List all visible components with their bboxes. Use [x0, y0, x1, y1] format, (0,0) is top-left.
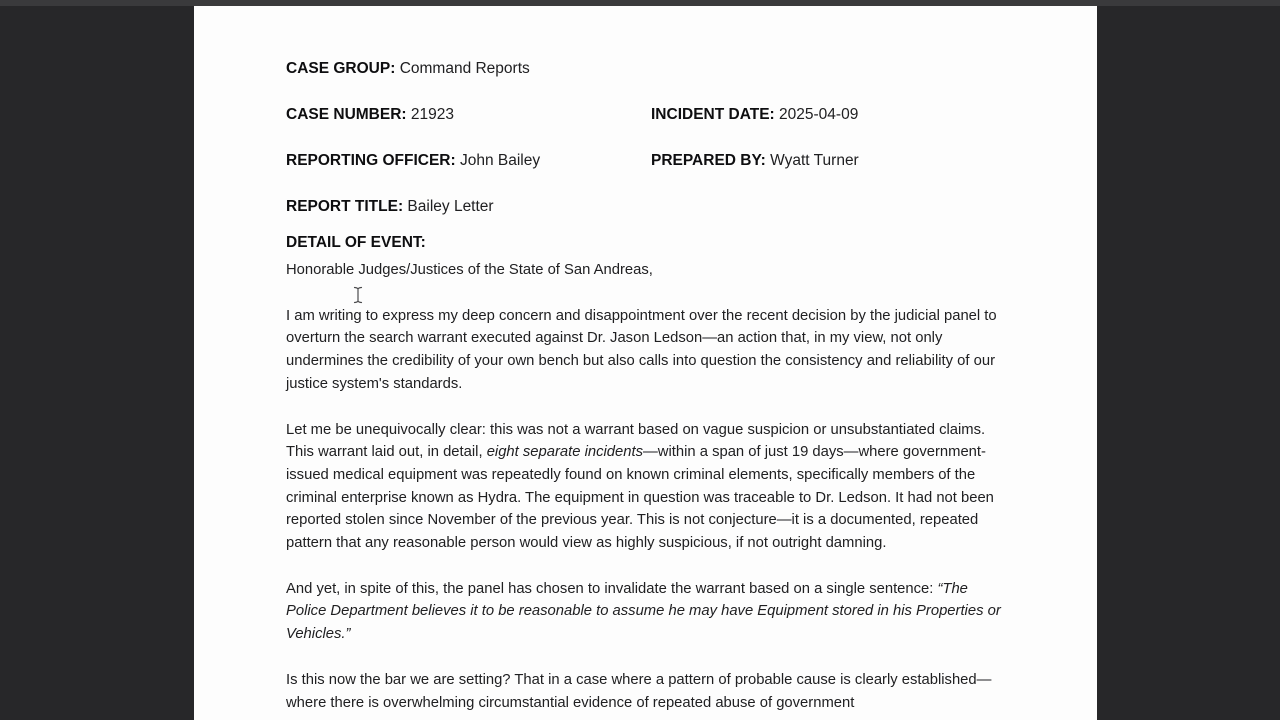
case-group-value: Command Reports [399, 60, 530, 77]
prepared-by-value: Wyatt Turner [770, 152, 859, 169]
report-title-value: Bailey Letter [407, 198, 494, 215]
paragraph-text: Let me be unequivocally clear: this was not a warrant based on vague suspicion or unsubstantiated claims. This warrant laid out, in detail, [286, 421, 986, 461]
field-report-title [286, 197, 1007, 217]
case-number-value: 21923 [410, 106, 454, 123]
letter-paragraph-4 [286, 669, 1007, 714]
prepared-by-label: PREPARED BY: [651, 152, 766, 169]
paragraph-text: Is this now the bar we are setting? That in a case where a pattern of probable cause is clearly established—where there is overwhelming circumstantial evidence of repeated abuse of government [286, 671, 992, 711]
case-number-label: CASE NUMBER: [286, 106, 407, 123]
field-case-number [286, 105, 651, 125]
letter-salutation: Honorable Judges/Justices of the State of San Andreas, [286, 262, 653, 278]
field-case-group [286, 59, 1007, 79]
reporting-officer-label: REPORTING OFFICER: [286, 152, 456, 169]
report-document-page [194, 6, 1097, 720]
incident-date-value: 2025-04-09 [779, 106, 859, 123]
letter-paragraph-3 [286, 578, 1007, 646]
letter-paragraph-1 [286, 305, 1007, 396]
case-group-label: CASE GROUP: [286, 60, 396, 77]
field-incident-date [651, 105, 1007, 125]
field-row-case-number-incident-date [286, 105, 1007, 125]
incident-date-label: INCIDENT DATE: [651, 106, 775, 123]
paragraph-text: And yet, in spite of this, the panel has chosen to invalidate the warrant based on a single sentence: [286, 580, 938, 597]
paragraph-text: I am writing to express my deep concern and disappointment over the recent decision by the judicial panel to overturn the search warrant executed against Dr. Jason Ledson—an action that, in my view, not only undermines the credibility of your own bench but also calls into question the consistency and reliability of our justice system's standards. [286, 307, 997, 392]
field-row-officer-prepared-by [286, 151, 1007, 171]
reporting-officer-value: John Bailey [459, 152, 541, 169]
paragraph-text: —within a span of just 19 days—where government-issued medical equipment was repeatedly found on known criminal elements, specifically members of the criminal enterprise known as Hydra. The equipment in question was traceable to Dr. Ledson. It had not been reported stolen since November of the previous year. This is not conjecture—it is a documented, repeated pattern that any reasonable person would view as highly suspicious, if not outright damning. [286, 444, 994, 552]
paragraph-emphasis-text: eight separate incidents [486, 444, 643, 461]
field-reporting-officer [286, 151, 651, 171]
quoted-warrant-sentence: “The Police Department believes it to be reasonable to assume he may have Equipment stored in his Properties or Vehicles.” [286, 580, 1001, 643]
letter-body [286, 259, 1007, 714]
field-prepared-by [651, 151, 1007, 171]
letter-paragraph-2 [286, 419, 1007, 555]
detail-of-event-heading: DETAIL OF EVENT: [286, 234, 426, 251]
report-title-label: REPORT TITLE: [286, 198, 404, 215]
